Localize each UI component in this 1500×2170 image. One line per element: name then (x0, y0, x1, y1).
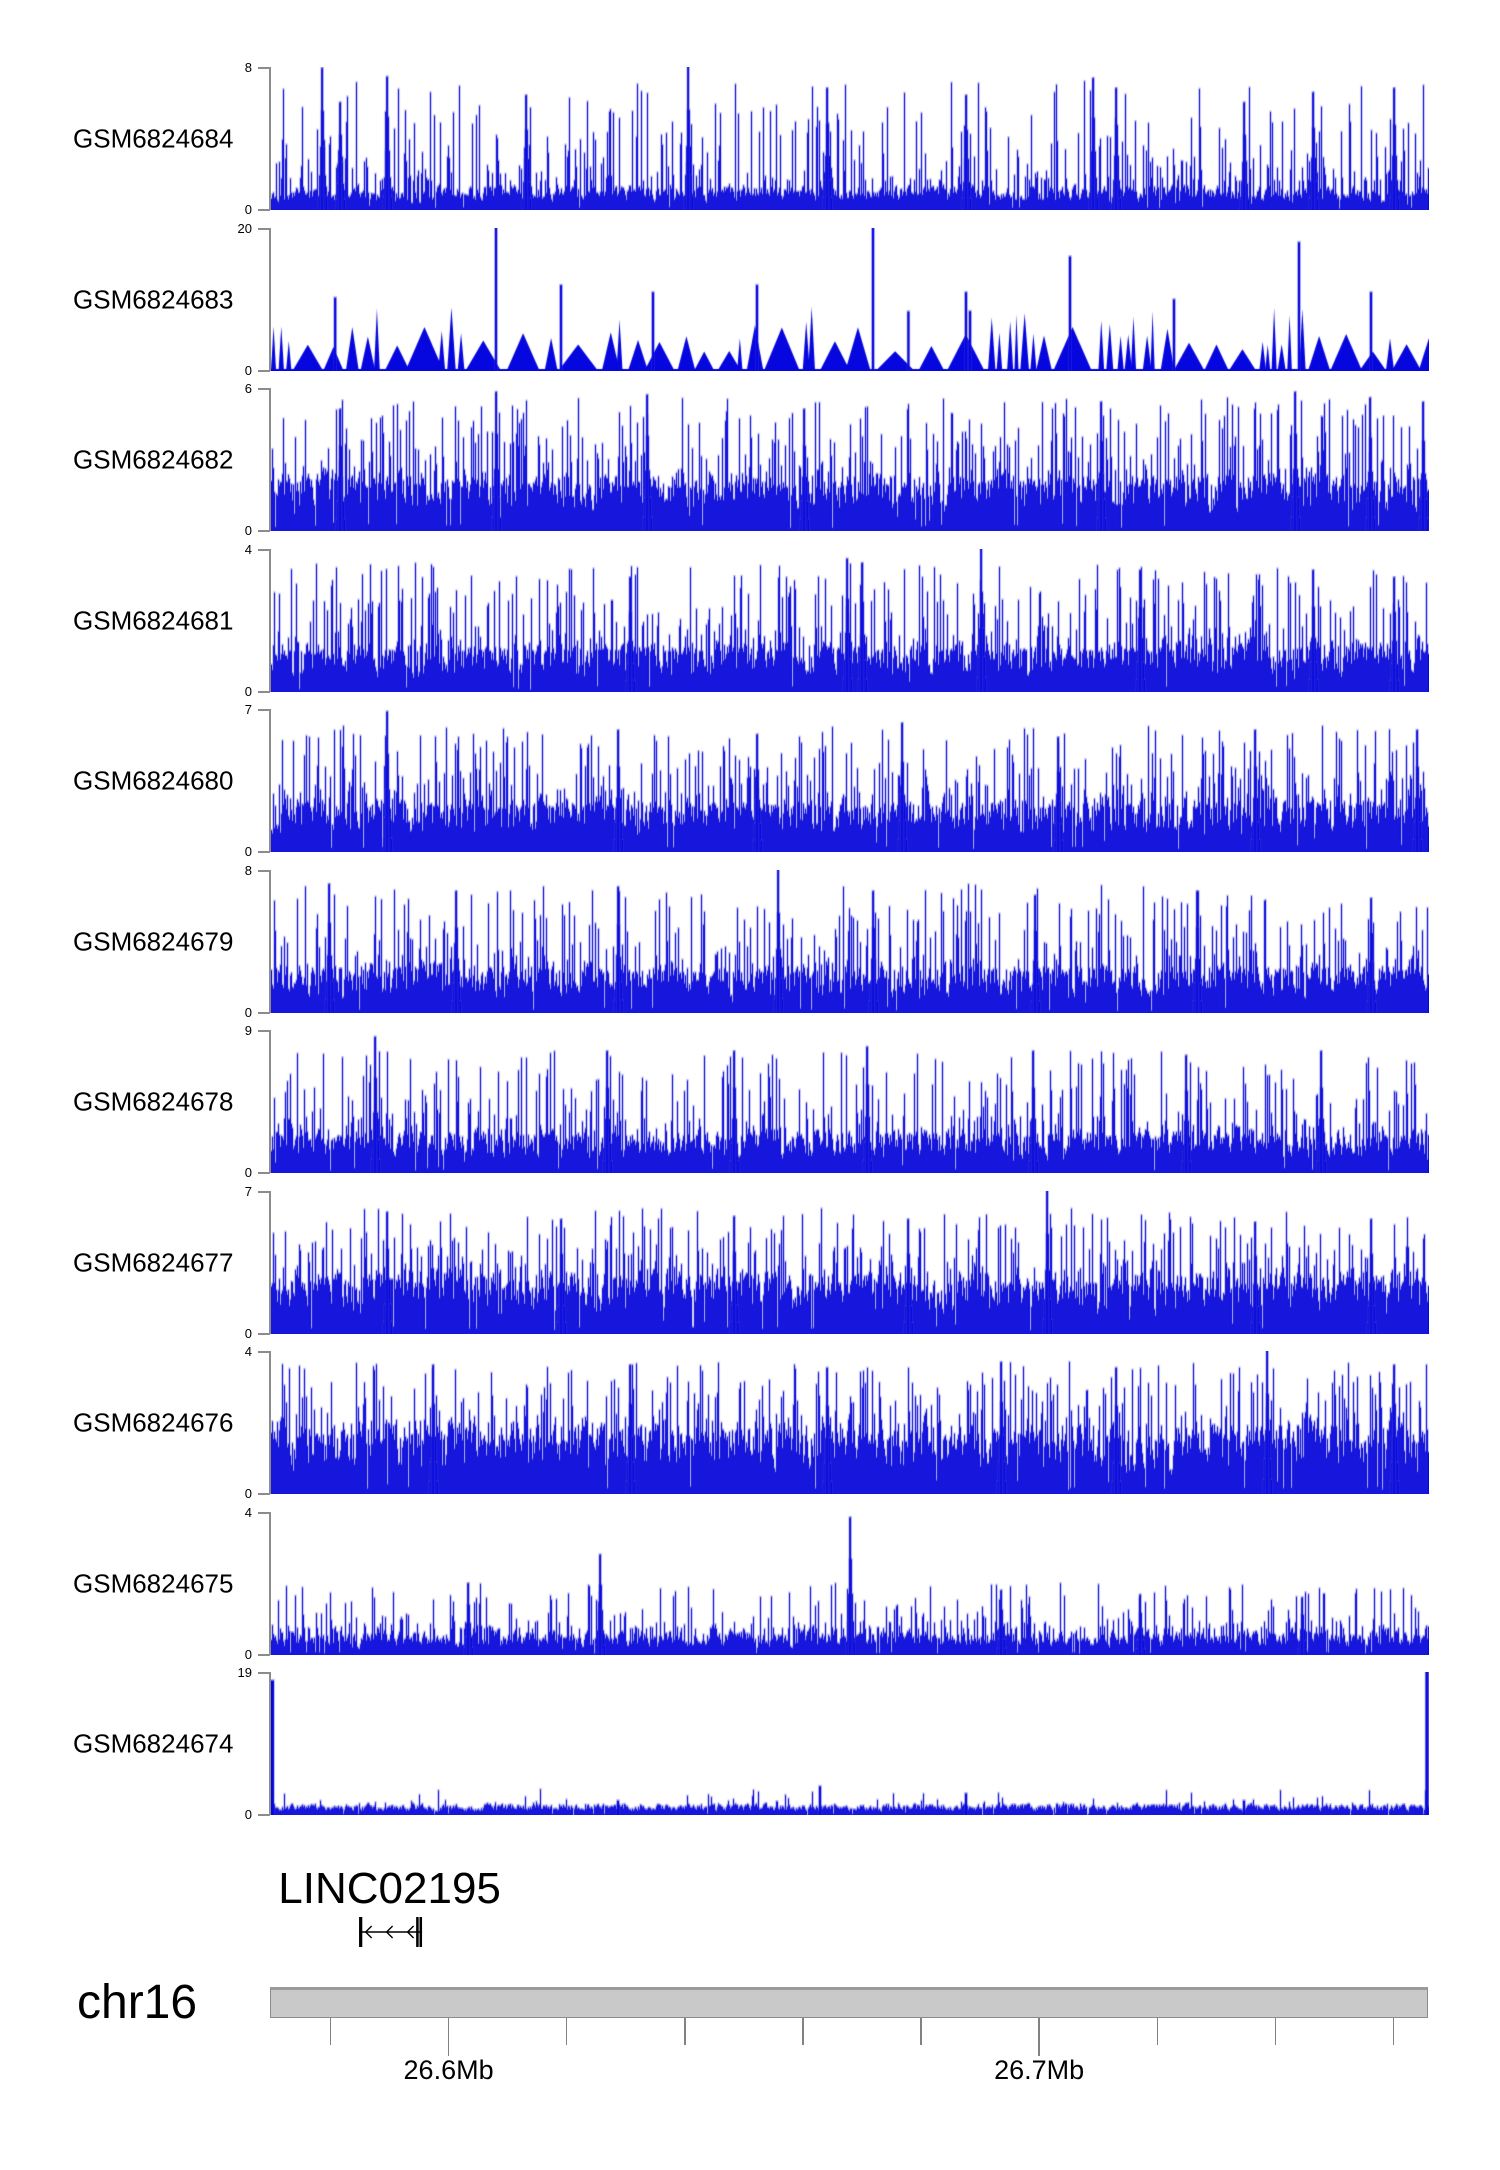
signal-track (0, 542, 1500, 699)
track-label: GSM6824677 (73, 1247, 234, 1277)
track-label: GSM6824681 (73, 605, 234, 635)
track-label: GSM6824675 (73, 1568, 234, 1598)
signal-track (0, 702, 1500, 859)
signal-track (0, 381, 1500, 538)
axis-tick-label: 26.7Mb (994, 2055, 1085, 2085)
signal-track (0, 863, 1500, 1020)
chromosome-label: chr16 (77, 1976, 198, 2029)
axis-minor-tick (1275, 2018, 1277, 2045)
track-label: GSM6824683 (73, 284, 234, 314)
axis-minor-tick (566, 2018, 568, 2045)
coverage-histogram (271, 1191, 1429, 1334)
y-axis-zero-label: 0 (244, 1486, 252, 1501)
coverage-histogram (271, 1512, 1429, 1655)
track-label: GSM6824674 (73, 1728, 234, 1758)
y-axis-zero-label: 0 (244, 1326, 252, 1341)
coverage-histogram (271, 549, 1429, 692)
coverage-histogram (271, 1351, 1429, 1494)
y-axis-zero-label: 0 (244, 844, 252, 859)
y-axis-max-label: 4 (244, 542, 252, 557)
gene-exon (416, 1917, 419, 1947)
y-axis-zero-label: 0 (244, 1165, 252, 1180)
coverage-histogram (271, 1030, 1429, 1173)
track-label: GSM6824679 (73, 926, 234, 956)
axis-minor-tick (330, 2018, 332, 2045)
gene-exon (419, 1917, 422, 1947)
track-label: GSM6824680 (73, 765, 234, 795)
track-label: GSM6824676 (73, 1407, 234, 1437)
axis-minor-tick (684, 2018, 686, 2045)
y-axis-max-label: 4 (244, 1344, 252, 1359)
signal-track (0, 1665, 1500, 1822)
signal-track (0, 1344, 1500, 1501)
coverage-histogram (271, 1672, 1429, 1815)
y-axis-max-label: 8 (244, 60, 252, 75)
signal-track (0, 1184, 1500, 1341)
coverage-histogram (271, 67, 1429, 210)
axis-minor-tick (1157, 2018, 1159, 2045)
y-axis-max-label: 7 (244, 702, 252, 717)
y-axis-max-label: 7 (244, 1184, 252, 1199)
signal-track (0, 60, 1500, 217)
y-axis-zero-label: 0 (244, 1807, 252, 1822)
y-axis-max-label: 19 (237, 1665, 252, 1680)
y-axis-max-label: 20 (237, 221, 252, 236)
coverage-histogram (271, 870, 1429, 1013)
coverage-histogram (271, 388, 1429, 531)
y-axis-max-label: 8 (244, 863, 252, 878)
signal-track (0, 1505, 1500, 1662)
axis-major-tick (448, 2018, 450, 2056)
signal-track (0, 1023, 1500, 1180)
track-label: GSM6824684 (73, 123, 234, 153)
y-axis-zero-label: 0 (244, 1647, 252, 1662)
axis-tick-label: 26.6Mb (403, 2055, 494, 2085)
chromosome-ideogram-bar (270, 1987, 1428, 2018)
coverage-histogram (271, 709, 1429, 852)
signal-track (0, 221, 1500, 378)
axis-minor-tick (920, 2018, 922, 2045)
y-axis-zero-label: 0 (244, 202, 252, 217)
axis-minor-tick (1393, 2018, 1395, 2045)
y-axis-max-label: 6 (244, 381, 252, 396)
gene-exon (359, 1917, 362, 1947)
y-axis-zero-label: 0 (244, 523, 252, 538)
y-axis-zero-label: 0 (244, 1005, 252, 1020)
gene-name-label: LINC02195 (278, 1864, 501, 1913)
y-axis-zero-label: 0 (244, 684, 252, 699)
y-axis-max-label: 9 (244, 1023, 252, 1038)
y-axis-max-label: 4 (244, 1505, 252, 1520)
gene-model (270, 1912, 1428, 1956)
track-label: GSM6824682 (73, 444, 234, 474)
track-label: GSM6824678 (73, 1086, 234, 1116)
y-axis-zero-label: 0 (244, 363, 252, 378)
coverage-histogram (271, 228, 1429, 371)
axis-major-tick (1038, 2018, 1040, 2056)
axis-minor-tick (802, 2018, 804, 2045)
